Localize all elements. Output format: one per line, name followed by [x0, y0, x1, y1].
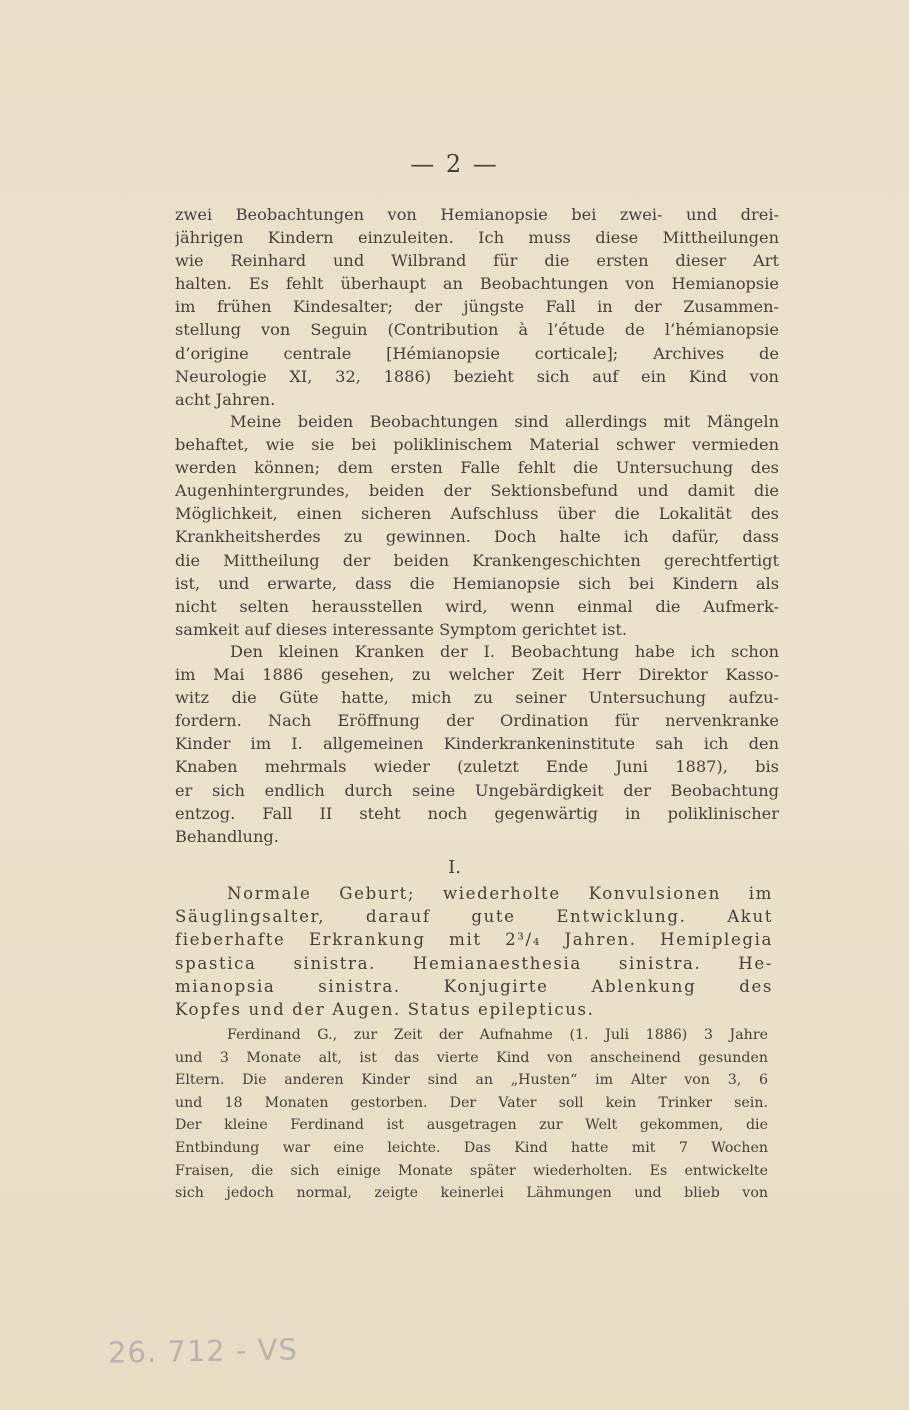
text-line: Meine beiden Beobachtungen sind allerdings mit Mängeln — [230, 412, 779, 431]
summary-line: Kopfes und der Augen. Status epilepticus. — [175, 1000, 595, 1020]
text-line: samkeit auf dieses interessante Symptom gerichtet ist. — [175, 619, 628, 639]
case-line: und 3 Monate alt, ist das vierte Kind von anscheinend gesunden — [175, 1049, 768, 1066]
case-line: Eltern. Die anderen Kinder sind an „Husten“ im Alter von 3, 6 — [175, 1072, 768, 1089]
text-line: Kinder im I. allgemeinen Kinderkrankeninstitute sah ich den — [175, 734, 779, 754]
text-line: Behandlung. — [175, 826, 279, 846]
summary-line: Normale Geburt; wiederholte Konvulsionen im — [227, 884, 773, 903]
text-line: Knaben mehrmals wieder (zuletzt Ende Juni 1887), bis — [175, 757, 779, 777]
text-line: im Mai 1886 gesehen, zu welcher Zeit Herr Direktor Kasso- — [175, 665, 779, 685]
case-line: Der kleine Ferdinand ist ausgetragen zur Welt gekommen, die — [175, 1117, 768, 1134]
paragraph-2 — [175, 410, 779, 641]
text-line: die Mittheilung der beiden Krankengeschichten gerechtfertigt — [175, 550, 779, 570]
text-line: entzog. Fall II steht noch gegenwärtig in poliklinischer — [175, 803, 779, 823]
text-line: fordern. Nach Eröffnung der Ordination für nervenkranke — [175, 711, 779, 731]
archive-handwritten-mark: 26. 712 - VS — [107, 1332, 299, 1370]
text-line: Neurologie XI, 32, 1886) bezieht sich auf ein Kind von — [175, 366, 779, 386]
text-line: werden können; dem ersten Falle fehlt die Untersuchung des — [175, 458, 779, 478]
text-line: d’origine centrale [Hémianopsie corticale]; Archives de — [175, 343, 779, 363]
text-line: halten. Es fehlt überhaupt an Beobachtungen von Hemianopsie — [175, 274, 779, 294]
text-line: wie Reinhard und Wilbrand für die ersten dieser Art — [175, 251, 779, 271]
case-line: sich jedoch normal, zeigte keinerlei Lähmungen und blieb von — [175, 1185, 768, 1202]
text-line: behaftet, wie sie bei poliklinischem Material schwer vermieden — [175, 435, 779, 455]
paragraph-1 — [175, 203, 779, 411]
text-line: stellung von Seguin (Contribution à l’étude de l’hémianopsie — [175, 320, 779, 340]
text-line: jährigen Kindern einzuleiten. Ich muss diese Mittheilungen — [175, 228, 779, 248]
text-line: Krankheitsherdes zu gewinnen. Doch halte ich dafür, dass — [175, 527, 779, 547]
text-line: acht Jahren. — [175, 389, 276, 409]
summary-line: spastica sinistra. Hemianaesthesia sinistra. He- — [175, 953, 773, 973]
section-number: I. — [448, 857, 461, 878]
text-line: nicht selten herausstellen wird, wenn einmal die Aufmerk- — [175, 596, 779, 616]
text-line: witz die Güte hatte, mich zu seiner Untersuchung aufzu- — [175, 688, 779, 708]
text-line: ist, und erwarte, dass die Hemianopsie sich bei Kindern als — [175, 573, 779, 593]
text-line: Möglichkeit, einen sicheren Aufschluss über die Lokalität des — [175, 504, 779, 524]
case-line: und 18 Monaten gestorben. Der Vater soll kein Trinker sein. — [175, 1094, 768, 1111]
paragraph-3 — [175, 640, 779, 848]
text-line: er sich endlich durch seine Ungebärdigkeit der Beobachtung — [175, 780, 779, 800]
text-line: zwei Beobachtungen von Hemianopsie bei zwei- und drei- — [175, 205, 779, 224]
summary-line: Säuglingsalter, darauf gute Entwicklung. Akut — [175, 907, 773, 927]
page-number: — 2 — — [410, 150, 499, 178]
case-history — [175, 1024, 768, 1205]
case-summary — [175, 882, 773, 1021]
summary-line: mianopsia sinistra. Konjugirte Ablenkung des — [175, 976, 773, 996]
text-line: Den kleinen Kranken der I. Beobachtung habe ich schon — [230, 642, 779, 661]
text-line: Augenhintergrundes, beiden der Sektionsbefund und damit die — [175, 481, 779, 501]
summary-line: fieberhafte Erkrankung mit 2³/₄ Jahren. Hemiplegia — [175, 930, 773, 950]
case-line: Ferdinand G., zur Zeit der Aufnahme (1. Juli 1886) 3 Jahre — [227, 1027, 768, 1043]
text-line: im frühen Kindesalter; der jüngste Fall in der Zusammen- — [175, 297, 779, 317]
case-line: Fraisen, die sich einige Monate später wiederholten. Es entwickelte — [175, 1162, 768, 1179]
case-line: Entbindung war eine leichte. Das Kind hatte mit 7 Wochen — [175, 1139, 768, 1156]
